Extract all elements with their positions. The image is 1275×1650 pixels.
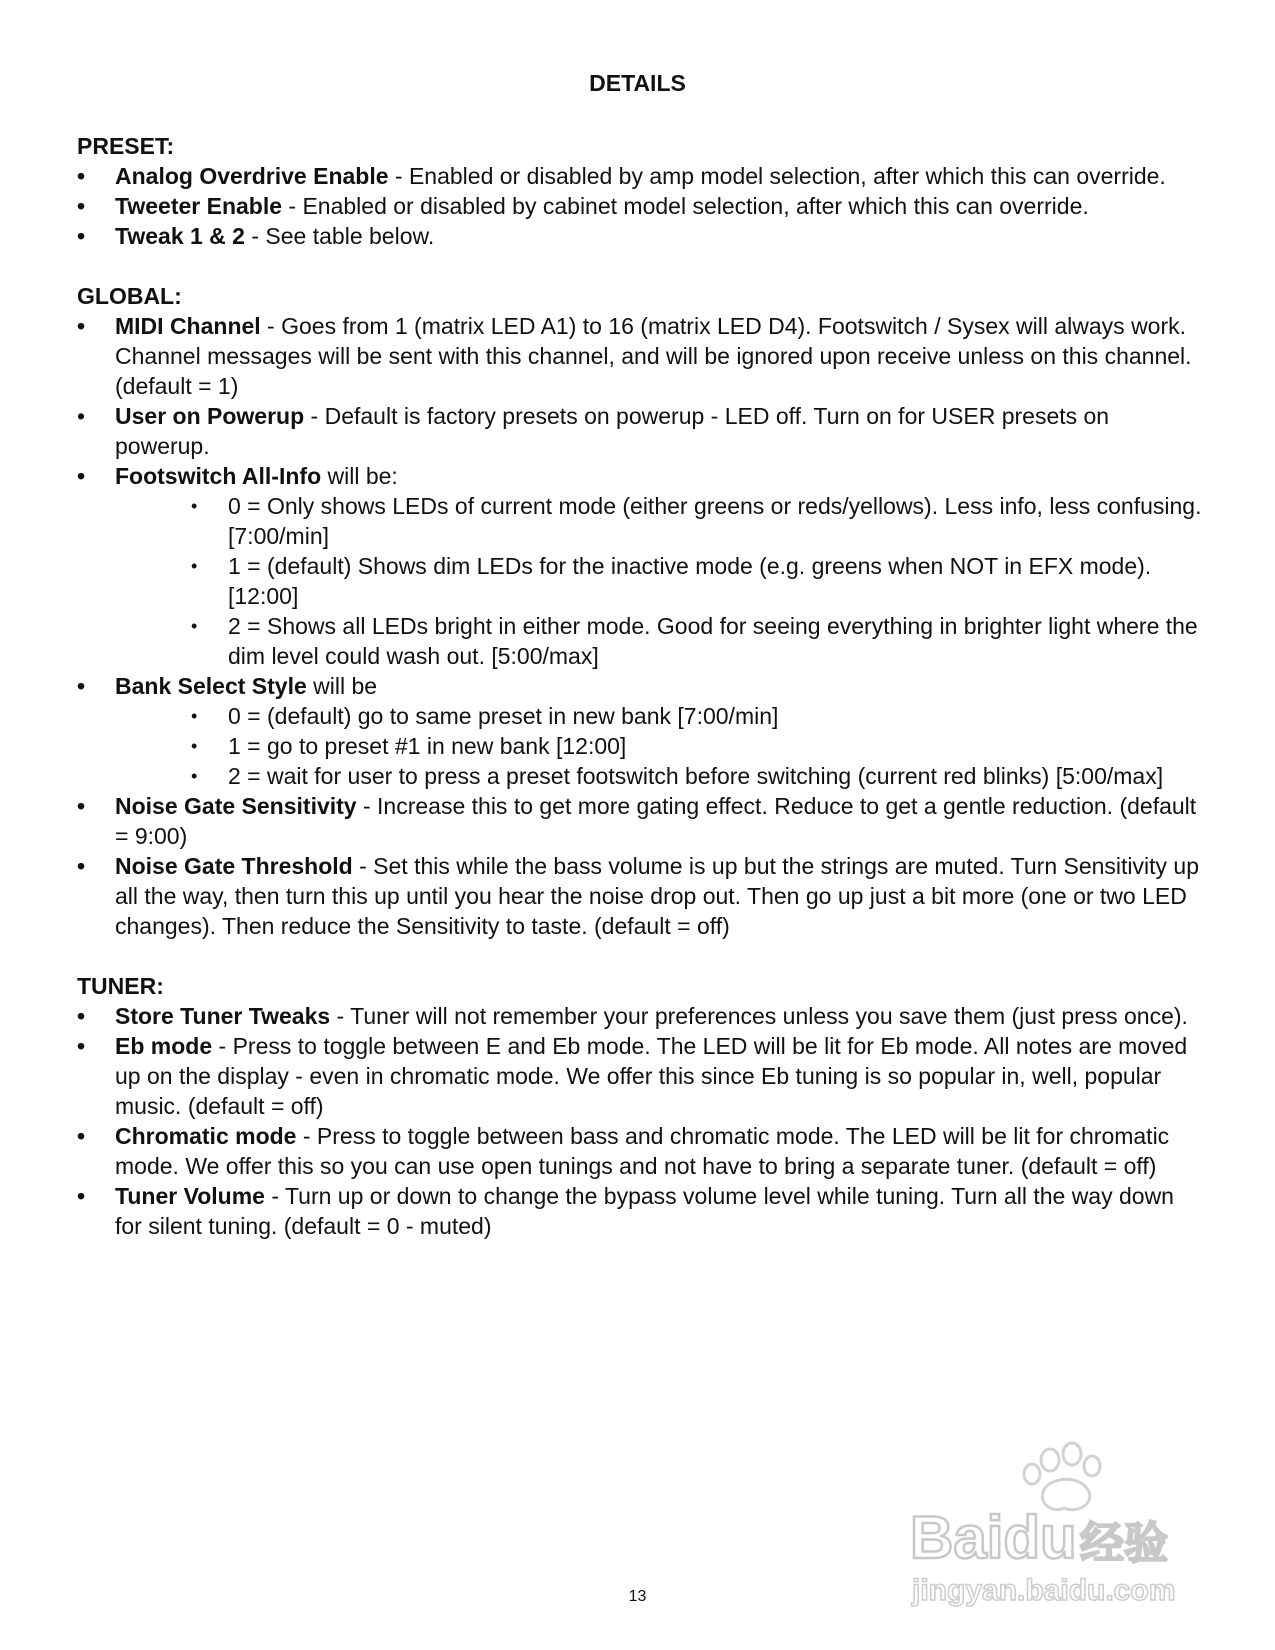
- list-item: [77, 311, 1207, 401]
- global-list: [77, 311, 1207, 941]
- watermark-url-text: jingyan.baidu.com: [912, 1574, 1176, 1607]
- item-term: MIDI Channel: [115, 313, 261, 339]
- global-heading: GLOBAL:: [77, 283, 182, 309]
- item-term: Noise Gate Sensitivity: [115, 793, 357, 819]
- sub-list-item: • 2 = wait for user to press a preset footswitch before switching (current red blinks) [5:00/max]: [115, 761, 1207, 791]
- list-item: [77, 791, 1207, 851]
- sub-list: [115, 701, 1207, 791]
- list-item: [77, 1001, 1207, 1031]
- list-item: [77, 461, 1207, 671]
- paw-icon: [1024, 1443, 1100, 1510]
- list-item: [77, 401, 1207, 461]
- item-text: - Default is factory presets on powerup - LED off. Turn on for USER presets on powerup.: [115, 403, 1110, 459]
- global-section: [77, 281, 1207, 941]
- item-text: - See table below.: [244, 223, 435, 249]
- list-item: [77, 671, 1207, 791]
- list-item: [77, 191, 1207, 221]
- baidu-watermark: [900, 1440, 1200, 1620]
- item-term: User on Powerup: [115, 403, 305, 429]
- item-term: Tuner Volume: [115, 1183, 265, 1209]
- preset-list: [77, 161, 1207, 251]
- list-item: [77, 1121, 1207, 1181]
- sub-list-item: • 1 = go to preset #1 in new bank [12:00]: [115, 731, 1207, 761]
- item-text: will be:: [321, 463, 398, 489]
- sub-list-item: • 1 = (default) Shows dim LEDs for the inactive mode (e.g. greens when NOT in EFX mode). [12:00]: [115, 551, 1207, 611]
- item-text: - Enabled or disabled by amp model selection, after which this can override.: [388, 163, 1166, 189]
- sub-list-item: • 2 = Shows all LEDs bright in either mode. Good for seeing everything in brighter light where the dim level could wash out. [5:00/max]: [115, 611, 1207, 671]
- watermark-main-text: Baidu: [910, 1504, 1077, 1571]
- page-number: 13: [628, 1588, 647, 1605]
- item-text: - Increase this to get more gating effect. Reduce to get a gentle reduction. (default = 9:00): [115, 793, 1197, 849]
- item-text: - Turn up or down to change the bypass volume level while tuning. Turn all the way down for silent tuning. (default = 0 - muted): [115, 1183, 1174, 1239]
- sub-list: [115, 491, 1207, 671]
- sub-list-item: • 0 = (default) go to same preset in new bank [7:00/min]: [115, 701, 1207, 731]
- item-text: - Goes from 1 (matrix LED A1) to 16 (matrix LED D4). Footswitch / Sysex will always work. Channel messages will be sent with this channel, and will be ignored upon receive unless on this channel. (default = 1): [115, 313, 1192, 399]
- tuner-section: [77, 971, 1207, 1241]
- item-term: Noise Gate Threshold: [115, 853, 353, 879]
- item-term: Eb mode: [115, 1033, 213, 1059]
- list-item: [77, 1031, 1207, 1121]
- sub-list-item: • 0 = Only shows LEDs of current mode (either greens or reds/yellows). Less info, less confusing. [7:00/min]: [115, 491, 1207, 551]
- tuner-list: [77, 1001, 1207, 1241]
- item-term: Bank Select Style: [115, 673, 307, 699]
- item-text: will be: [306, 673, 378, 699]
- item-text: - Press to toggle between bass and chromatic mode. The LED will be lit for chromatic mode. We offer this so you can use open tunings and not have to bring a separate tuner. (default = off): [115, 1123, 1170, 1179]
- item-text: - Set this while the bass volume is up but the strings are muted. Turn Sensitivity up all the way, then turn this up until you hear the noise drop out. Then go up just a bit more (one or two LED changes). Then reduce the Sensitivity to taste. (default = off): [115, 853, 1200, 939]
- item-term: Footswitch All-Info: [115, 463, 322, 489]
- list-item: [77, 221, 1207, 251]
- preset-section: [77, 131, 1207, 251]
- list-item: [77, 161, 1207, 191]
- page-title: DETAILS: [589, 70, 686, 96]
- document-body: [77, 131, 1207, 1271]
- item-text: - Press to toggle between E and Eb mode. The LED will be lit for Eb mode. All notes are moved up on the display - even in chromatic mode. We offer this since Eb tuning is so popular in, well, popular music. (default = off): [115, 1033, 1188, 1119]
- tuner-heading: TUNER:: [77, 973, 164, 999]
- preset-heading: PRESET:: [77, 133, 175, 159]
- item-term: Store Tuner Tweaks: [115, 1003, 331, 1029]
- list-item: [77, 1181, 1207, 1241]
- item-text: - Enabled or disabled by cabinet model selection, after which this can override.: [282, 193, 1089, 219]
- item-term: Chromatic mode: [115, 1123, 297, 1149]
- watermark-cn-text: 经验: [1080, 1518, 1168, 1569]
- list-item: [77, 851, 1207, 941]
- item-text: - Tuner will not remember your preferences unless you save them (just press once).: [330, 1003, 1188, 1029]
- item-term: Tweeter Enable: [115, 193, 283, 219]
- item-term: Tweak 1 & 2: [115, 223, 245, 249]
- item-term: Analog Overdrive Enable: [115, 163, 389, 189]
